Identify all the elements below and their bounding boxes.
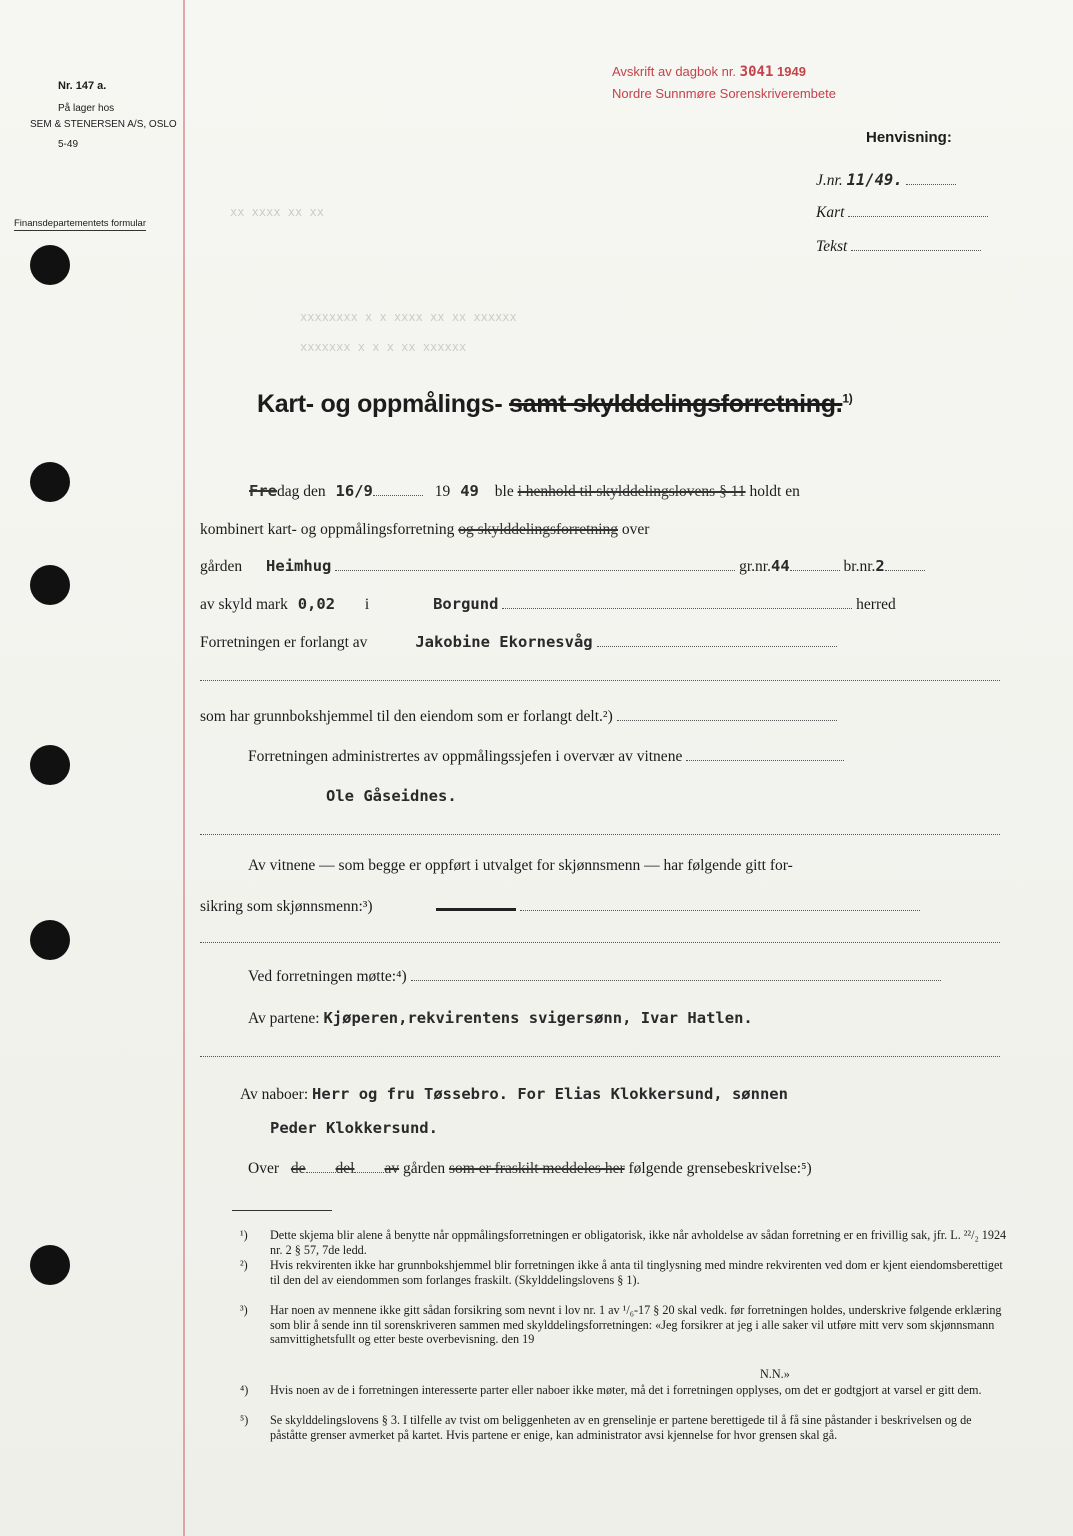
- dotted-line: [200, 1042, 1000, 1057]
- dotted-line: [848, 202, 988, 217]
- over-de: de: [290, 1160, 306, 1177]
- holdt-label: holdt en: [749, 483, 800, 500]
- sikring-row: [200, 896, 920, 917]
- bleed-through: xx xxxx xx xx: [230, 205, 324, 219]
- footnote-text: Se skylddelingslovens § 3. I tilfelle av tvist om beliggenheten av en grenselinje er partene berettigede til å få sine påstander i beskrivelsen og de påståtte grenser avmerket på kartet. Hvis partene er enige, kan administrator avsi kjennelse for hvor grensen skal gå.: [270, 1413, 972, 1442]
- grunnbok-text: som har grunnbokshjemmel til den eiendom som er forlangt delt.²): [200, 708, 613, 725]
- punch-hole: [30, 920, 70, 960]
- punch-hole: [30, 245, 70, 285]
- brnr-label: br.nr.: [843, 558, 876, 575]
- footnote-signature: [760, 1367, 860, 1382]
- partene-row: [248, 1008, 753, 1029]
- naboer-value2: Peder Klokkersund.: [270, 1119, 438, 1137]
- over-label: over: [621, 521, 650, 538]
- bleed-through: xxxxxxx x x x xx xxxxxx: [300, 340, 467, 354]
- sikring-label: sikring som skjønnsmenn:³): [200, 898, 373, 915]
- dotted-line: [790, 556, 840, 571]
- dotted-line: [851, 236, 981, 251]
- dotted-line: [520, 896, 920, 911]
- footnote-text: Dette skjema blir alene å benytte når oppmålingsforretningen er obligatorisk, ikke når avholdelse av sådan forretning er en frivillig sak, jfr. L. ²²/₂ 1924 nr. 2 § 57, 7de ledd.: [270, 1228, 1007, 1257]
- edition: 5-49: [58, 139, 79, 150]
- dotted-line: [306, 1158, 336, 1173]
- dotted-line: [686, 746, 844, 761]
- dotted-line: [885, 556, 925, 571]
- dotted-line: [906, 170, 956, 185]
- dotted-line: [411, 966, 941, 981]
- date-row: [249, 481, 800, 502]
- herred-value: Borgund: [433, 595, 499, 613]
- over-garden: gården: [402, 1160, 446, 1177]
- footnote-3: [240, 1303, 1010, 1347]
- naboer-row: [240, 1084, 788, 1105]
- administrert-text: Forretningen administrertes av oppmålingssjefen i overvær av vitnene: [248, 748, 683, 765]
- form-number: Nr. 147 a.: [58, 80, 107, 92]
- footnote-number: ⁵): [240, 1413, 249, 1427]
- blank-row: [200, 928, 1000, 949]
- jnr-label: J.nr.: [816, 172, 843, 189]
- jnr-value: 11/49.: [846, 171, 903, 189]
- punch-hole: [30, 745, 70, 785]
- footnote-text: N.N.»: [760, 1367, 790, 1381]
- footnote-number: ²): [240, 1258, 248, 1272]
- transcript-stamp: [612, 64, 806, 80]
- herred-label: herred: [856, 596, 896, 613]
- footnote-4: [240, 1383, 1010, 1398]
- kart-row: [816, 202, 988, 223]
- kombinert-row: [200, 520, 649, 540]
- tekst-label: Tekst: [816, 238, 848, 255]
- av-vitnene-row: Av vitnene — som begge er oppført i utvalget for skjønnsmenn — har følgende gitt for-: [248, 857, 793, 874]
- skyld-value: 0,02: [297, 595, 336, 613]
- title-footnote-ref: 1): [842, 391, 853, 406]
- document-title: [257, 390, 852, 419]
- motte-row: [248, 966, 941, 987]
- date-value: 16/9: [335, 482, 373, 500]
- bleed-through: xxxxxxxx x x xxxx xx xx xxxxxx: [300, 310, 517, 324]
- blank-row: [200, 666, 1000, 687]
- garden-label: gården: [200, 558, 243, 575]
- garden-row: [200, 556, 925, 577]
- over-end: følgende grensebeskrivelse:⁵): [628, 1160, 812, 1177]
- footnote-2: [240, 1258, 1010, 1287]
- struck-clause: i henhold til skylddelingslovens § 11: [517, 483, 746, 500]
- title-main: Kart- og oppmålings-: [257, 390, 503, 418]
- garden-value: Heimhug: [266, 557, 332, 575]
- year-prefix: 19: [434, 483, 451, 500]
- footnote-number: ⁴): [240, 1383, 249, 1397]
- forlangt-label: Forretningen er forlangt av: [200, 634, 368, 651]
- grnr-label: gr.nr.: [739, 558, 771, 575]
- partene-value: Kjøperen,rekvirentens svigersønn, Ivar Hatlen.: [323, 1009, 753, 1027]
- blank-row: [200, 820, 1000, 841]
- margin-rule: [183, 0, 185, 1536]
- vitne-value: Ole Gåseidnes.: [326, 787, 457, 805]
- issuer: Finansdepartementets formular: [14, 218, 147, 229]
- over-struck: som er fraskilt meddeles her: [449, 1160, 625, 1177]
- dotted-line: [200, 820, 1000, 835]
- stamp-number: 3041: [739, 64, 774, 80]
- punch-hole: [30, 1245, 70, 1285]
- dotted-line: [200, 928, 1000, 943]
- struck-clause: og skylddelingsforretning: [458, 521, 618, 538]
- title-struck: samt skylddelingsforretning.: [509, 390, 843, 418]
- dotted-line: [502, 594, 852, 609]
- dotted-line: [354, 1158, 384, 1173]
- kart-label: Kart: [816, 204, 845, 221]
- day-name: Fre: [249, 482, 277, 500]
- footnote-text: Har noen av mennene ikke gitt sådan forsikring som nevnt i lov nr. 1 av ¹/₆-17 § 20 skal vedk. før forretningen holdes, underskrive følgende erklæring som blir å sende inn til sorenskriveren sammen med skylddelingsforretningen: «Jeg forsikrer at jeg i alle saker vil utføre mitt verv som skjønnsmann samvittighetsfullt og etter beste overbevisning. den 19: [270, 1303, 1002, 1347]
- dotted-line: [373, 481, 423, 496]
- stock-line: På lager hos: [58, 103, 115, 114]
- naboer-label: Av naboer:: [240, 1086, 309, 1103]
- over-del: del: [335, 1160, 355, 1177]
- stamp-year: 1949: [777, 64, 806, 79]
- ble-label: ble: [494, 483, 514, 500]
- forlangt-row: [200, 632, 837, 653]
- over-row: [248, 1158, 812, 1179]
- footnote-rule: [232, 1210, 332, 1211]
- naboer-row2: [270, 1118, 438, 1139]
- brnr-value: 2: [875, 557, 885, 575]
- stamp-label: Avskrift av dagbok nr.: [612, 64, 737, 79]
- footnote-number: ¹): [240, 1228, 248, 1242]
- vitne-row: [326, 786, 457, 807]
- dotted-line: [335, 556, 735, 571]
- skyld-label: av skyld mark: [200, 596, 288, 613]
- footnote-text: Hvis rekvirenten ikke har grunnbokshjemmel blir forretningen ikke å anta til tinglysning med mindre rekvirenten ved dom er kjent eiendomsberettiget til den del av eiendommen som forlanges fraskilt. (Skylddelingslovens § 1).: [270, 1258, 1003, 1287]
- blank-row: [200, 1042, 1000, 1063]
- grnr-value: 44: [771, 557, 790, 575]
- skyld-row: [200, 594, 896, 615]
- dotted-line: [617, 706, 837, 721]
- day-label: dag den: [277, 483, 326, 500]
- footnote-5: [240, 1413, 1010, 1442]
- year-value: 49: [460, 482, 479, 500]
- stock-line: SEM & STENERSEN A/S, OSLO: [30, 119, 177, 130]
- administrert-row: [248, 746, 844, 767]
- i-label: i: [364, 596, 370, 613]
- jnr-row: [816, 170, 956, 191]
- reference-label: Henvisning:: [866, 129, 952, 146]
- motte-label: Ved forretningen møtte:⁴): [248, 968, 407, 985]
- dotted-line: [597, 632, 837, 647]
- footnote-number: ³): [240, 1303, 248, 1317]
- over-av: av: [384, 1160, 400, 1177]
- dotted-line: [200, 666, 1000, 681]
- forlangt-value: Jakobine Ekornesvåg: [415, 633, 593, 651]
- court-stamp: Nordre Sunnmøre Sorenskriverembete: [612, 86, 836, 101]
- partene-label: Av partene:: [248, 1010, 320, 1027]
- kombinert-label: kombinert kart- og oppmålingsforretning: [200, 521, 455, 538]
- sikring-mark: [436, 908, 516, 911]
- punch-hole: [30, 462, 70, 502]
- grunnbok-row: [200, 706, 837, 727]
- naboer-value: Herr og fru Tøssebro. For Elias Klokkersund, sønnen: [312, 1085, 788, 1103]
- footnote-text: Hvis noen av de i forretningen interesserte parter eller naboer ikke møter, må det i forretningen opplyses, om det er godtgjort at varsel er gitt dem.: [270, 1383, 982, 1397]
- footnote-1: [240, 1228, 1010, 1257]
- over-label: Over: [248, 1160, 279, 1177]
- punch-hole: [30, 565, 70, 605]
- tekst-row: [816, 236, 981, 257]
